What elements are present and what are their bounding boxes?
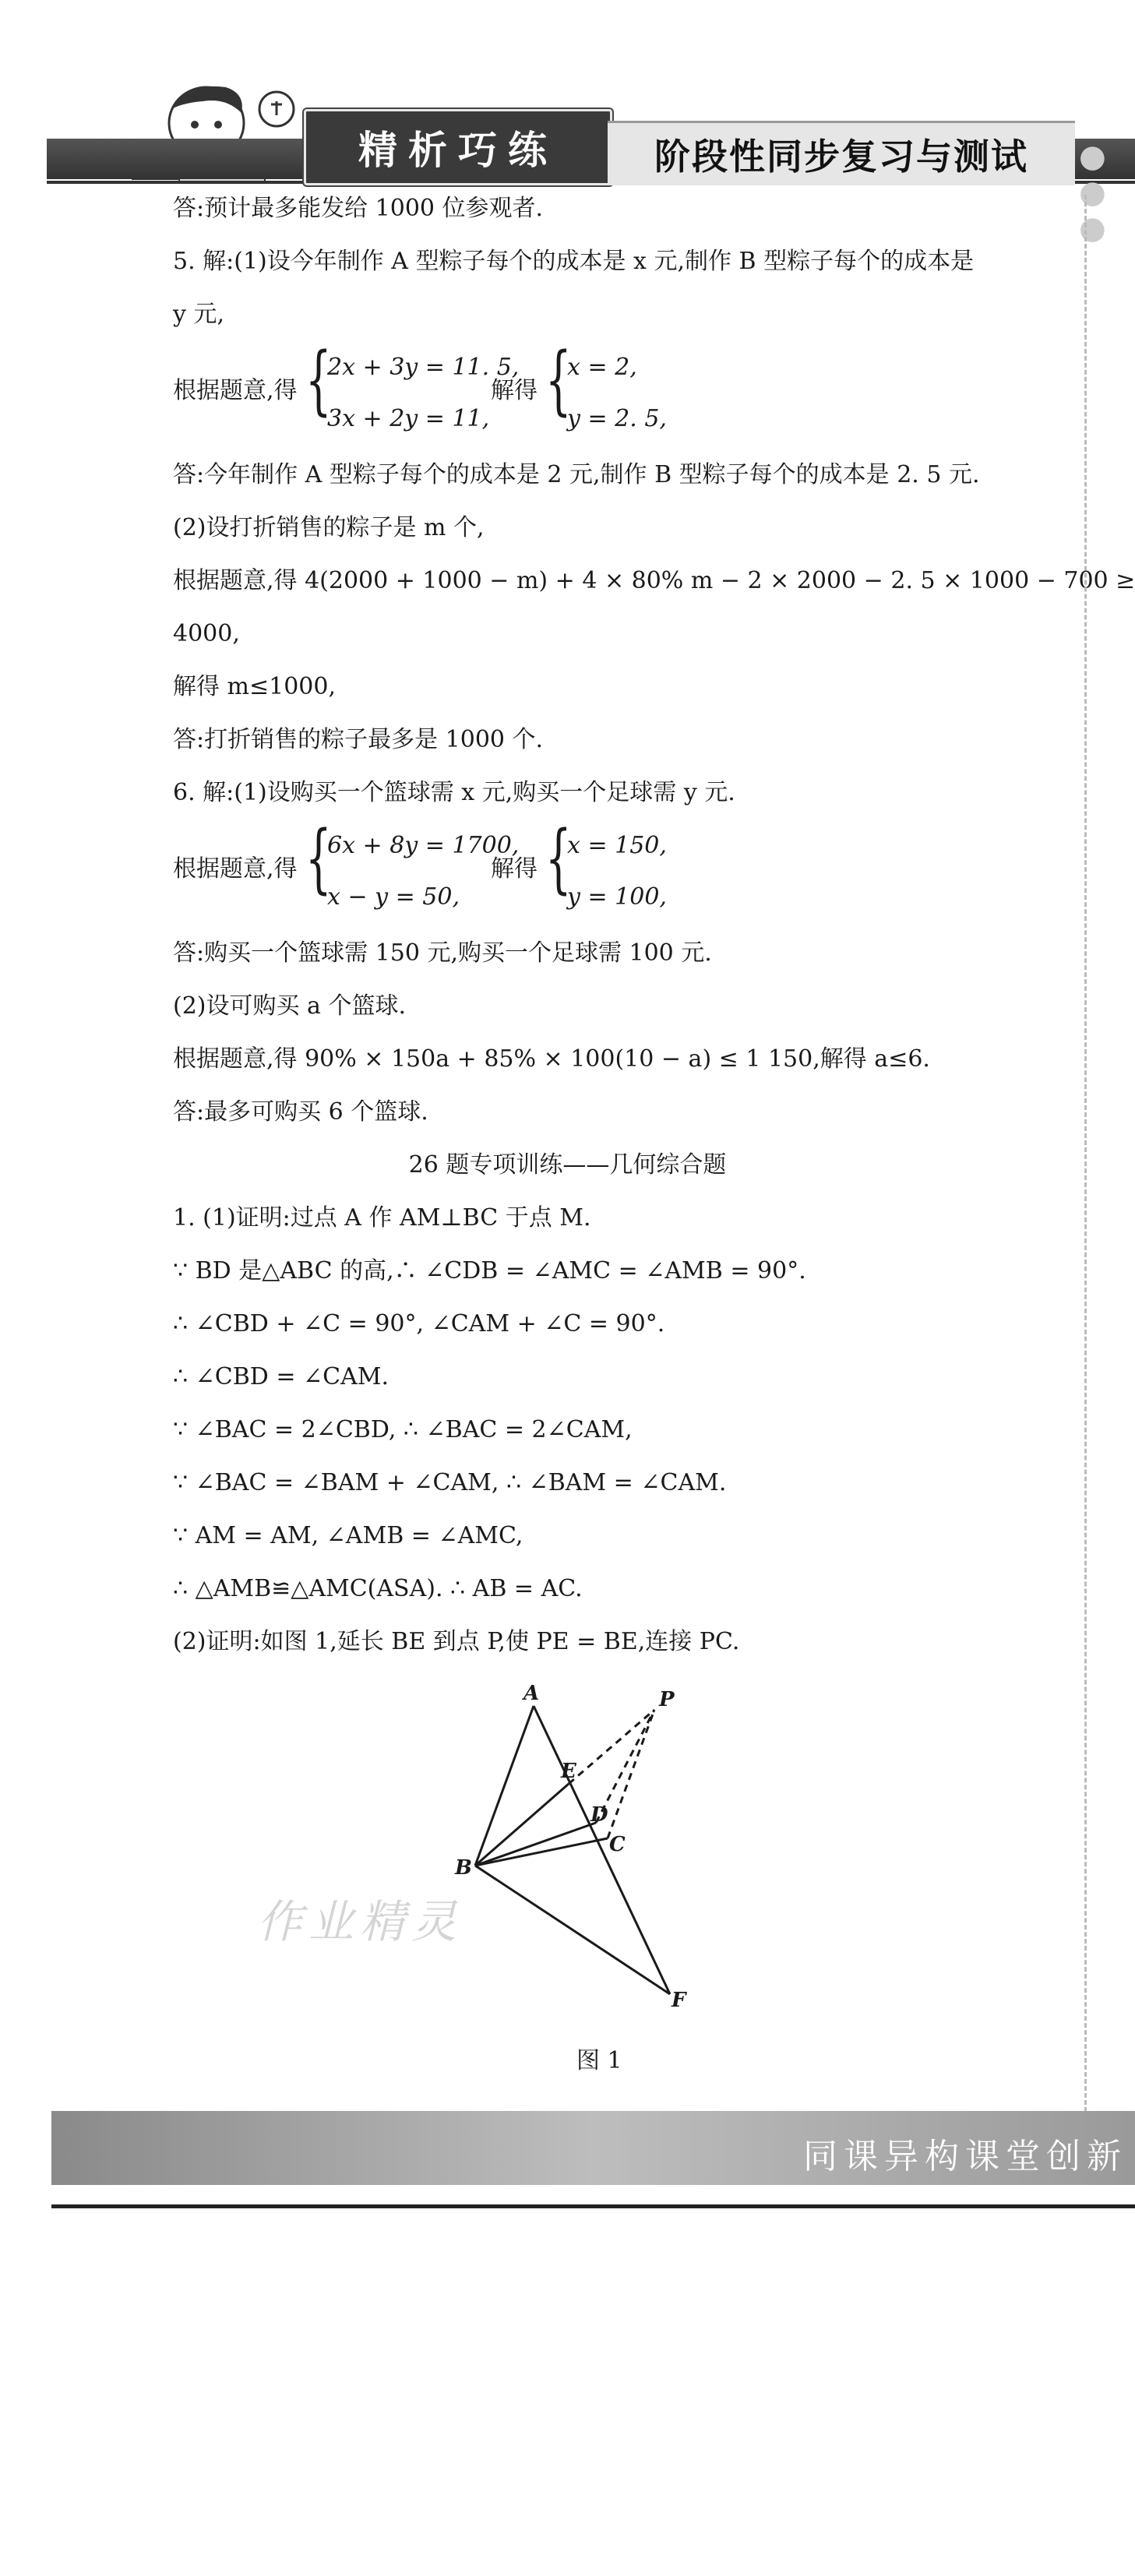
- equation: y = 2. 5,: [567, 405, 667, 432]
- text-line: 6. 解:(1)设购买一个篮球需 x 元,购买一个足球需 y 元.: [173, 779, 735, 806]
- watermark: 作业精灵: [257, 1895, 464, 1948]
- text-line: (2)设可购买 a 个篮球.: [173, 992, 406, 1020]
- text-line: ∴ △AMB≌△AMC(ASA). ∴ AB = AC.: [173, 1575, 583, 1602]
- text-line: ∴ ∠CBD = ∠CAM.: [173, 1363, 389, 1390]
- label-f: F: [671, 1989, 686, 2010]
- text-line: 答:最多可购买 6 个篮球.: [173, 1098, 428, 1126]
- section-title: 26 题专项训练——几何综合题: [408, 1151, 727, 1179]
- text-line: 解得: [491, 377, 538, 404]
- equation: x = 2,: [567, 354, 637, 381]
- label-c: C: [609, 1833, 626, 1856]
- text-line: ∵ ∠BAC = 2∠CBD, ∴ ∠BAC = 2∠CAM,: [173, 1416, 633, 1443]
- text-line: 4000,: [173, 620, 240, 647]
- text-line: ∵ BD 是△ABC 的高,∴ ∠CDB = ∠AMC = ∠AMB = 90°.: [173, 1257, 806, 1284]
- text-line: 根据题意,得 4(2000 + 1000 − m) + 4 × 80% m − 2 × 2000 − 2. 5 × 1000 − 700 ≥: [173, 567, 1135, 594]
- label-b: B: [455, 1856, 472, 1880]
- header-dots: ● ● ●: [1079, 139, 1114, 246]
- brand-title: 精析巧练: [358, 128, 558, 173]
- geometry-figure: [444, 1675, 724, 2010]
- text-line: (2)证明:如图 1,延长 BE 到点 P,使 PE = BE,连接 PC.: [173, 1628, 740, 1655]
- equation: x = 150,: [567, 832, 667, 859]
- equation: y = 100,: [567, 883, 667, 911]
- equation: 2x + 3y = 11. 5,: [327, 354, 520, 381]
- segment-ab: [475, 1706, 534, 1866]
- label-a: A: [523, 1682, 540, 1705]
- text-line: 根据题意,得: [173, 377, 298, 404]
- equation: 3x + 2y = 11,: [327, 405, 490, 432]
- footer-rule: [51, 2204, 1135, 2208]
- text-line: 解得: [491, 855, 538, 883]
- label-e: E: [561, 1760, 576, 1783]
- brand-box: [304, 109, 612, 185]
- brace-symbol: {: [305, 337, 332, 424]
- text-line: 答:今年制作 A 型粽子每个的成本是 2 元,制作 B 型粽子每个的成本是 2. 5 元.: [173, 461, 980, 488]
- series-box: [608, 121, 1075, 185]
- text-line: 解得 m≤1000,: [173, 673, 337, 700]
- text-line: 1. (1)证明:过点 A 作 AM⊥BC 于点 M.: [173, 1204, 591, 1232]
- segment-ep: [569, 1710, 654, 1784]
- text-line: 根据题意,得 90% × 150a + 85% × 100(10 − a) ≤ 1 150,解得 a≤6.: [173, 1045, 930, 1073]
- text-line: ∴ ∠CBD + ∠C = 90°, ∠CAM + ∠C = 90°.: [173, 1310, 665, 1337]
- text-line: 答:预计最多能发给 1000 位参观者.: [173, 195, 544, 222]
- series-title: 阶段性同步复习与测试: [654, 136, 1028, 178]
- text-line: ∵ AM = AM, ∠AMB = ∠AMC,: [173, 1522, 523, 1549]
- text-line: ∵ ∠BAC = ∠BAM + ∠CAM, ∴ ∠BAM = ∠CAM.: [173, 1469, 727, 1496]
- text-line: 答:打折销售的粽子最多是 1000 个.: [173, 726, 544, 753]
- brace-symbol: {: [545, 815, 572, 902]
- figure-caption: 图 1: [576, 2047, 622, 2074]
- brace-symbol: {: [305, 815, 332, 902]
- equation: x − y = 50,: [327, 883, 460, 911]
- label-p: P: [659, 1688, 675, 1711]
- text-line: y 元,: [173, 301, 225, 328]
- text-line: 根据题意,得: [173, 855, 298, 883]
- text-line: 5. 解:(1)设今年制作 A 型粽子每个的成本是 x 元,制作 B 型粽子每个的成本是: [173, 248, 975, 275]
- text-line: 答:购买一个篮球需 150 元,购买一个足球需 100 元.: [173, 939, 712, 967]
- cut-line: [1084, 195, 1087, 2119]
- segment-pc: [608, 1710, 654, 1838]
- equation: 6x + 8y = 1700,: [327, 832, 520, 859]
- text-line: (2)设打折销售的粽子是 m 个,: [173, 514, 485, 541]
- footer-band: [51, 2111, 1135, 2185]
- brace-symbol: {: [545, 337, 572, 424]
- label-d: D: [590, 1803, 608, 1827]
- footer-text: 同课异构课堂创新: [803, 2137, 1127, 2176]
